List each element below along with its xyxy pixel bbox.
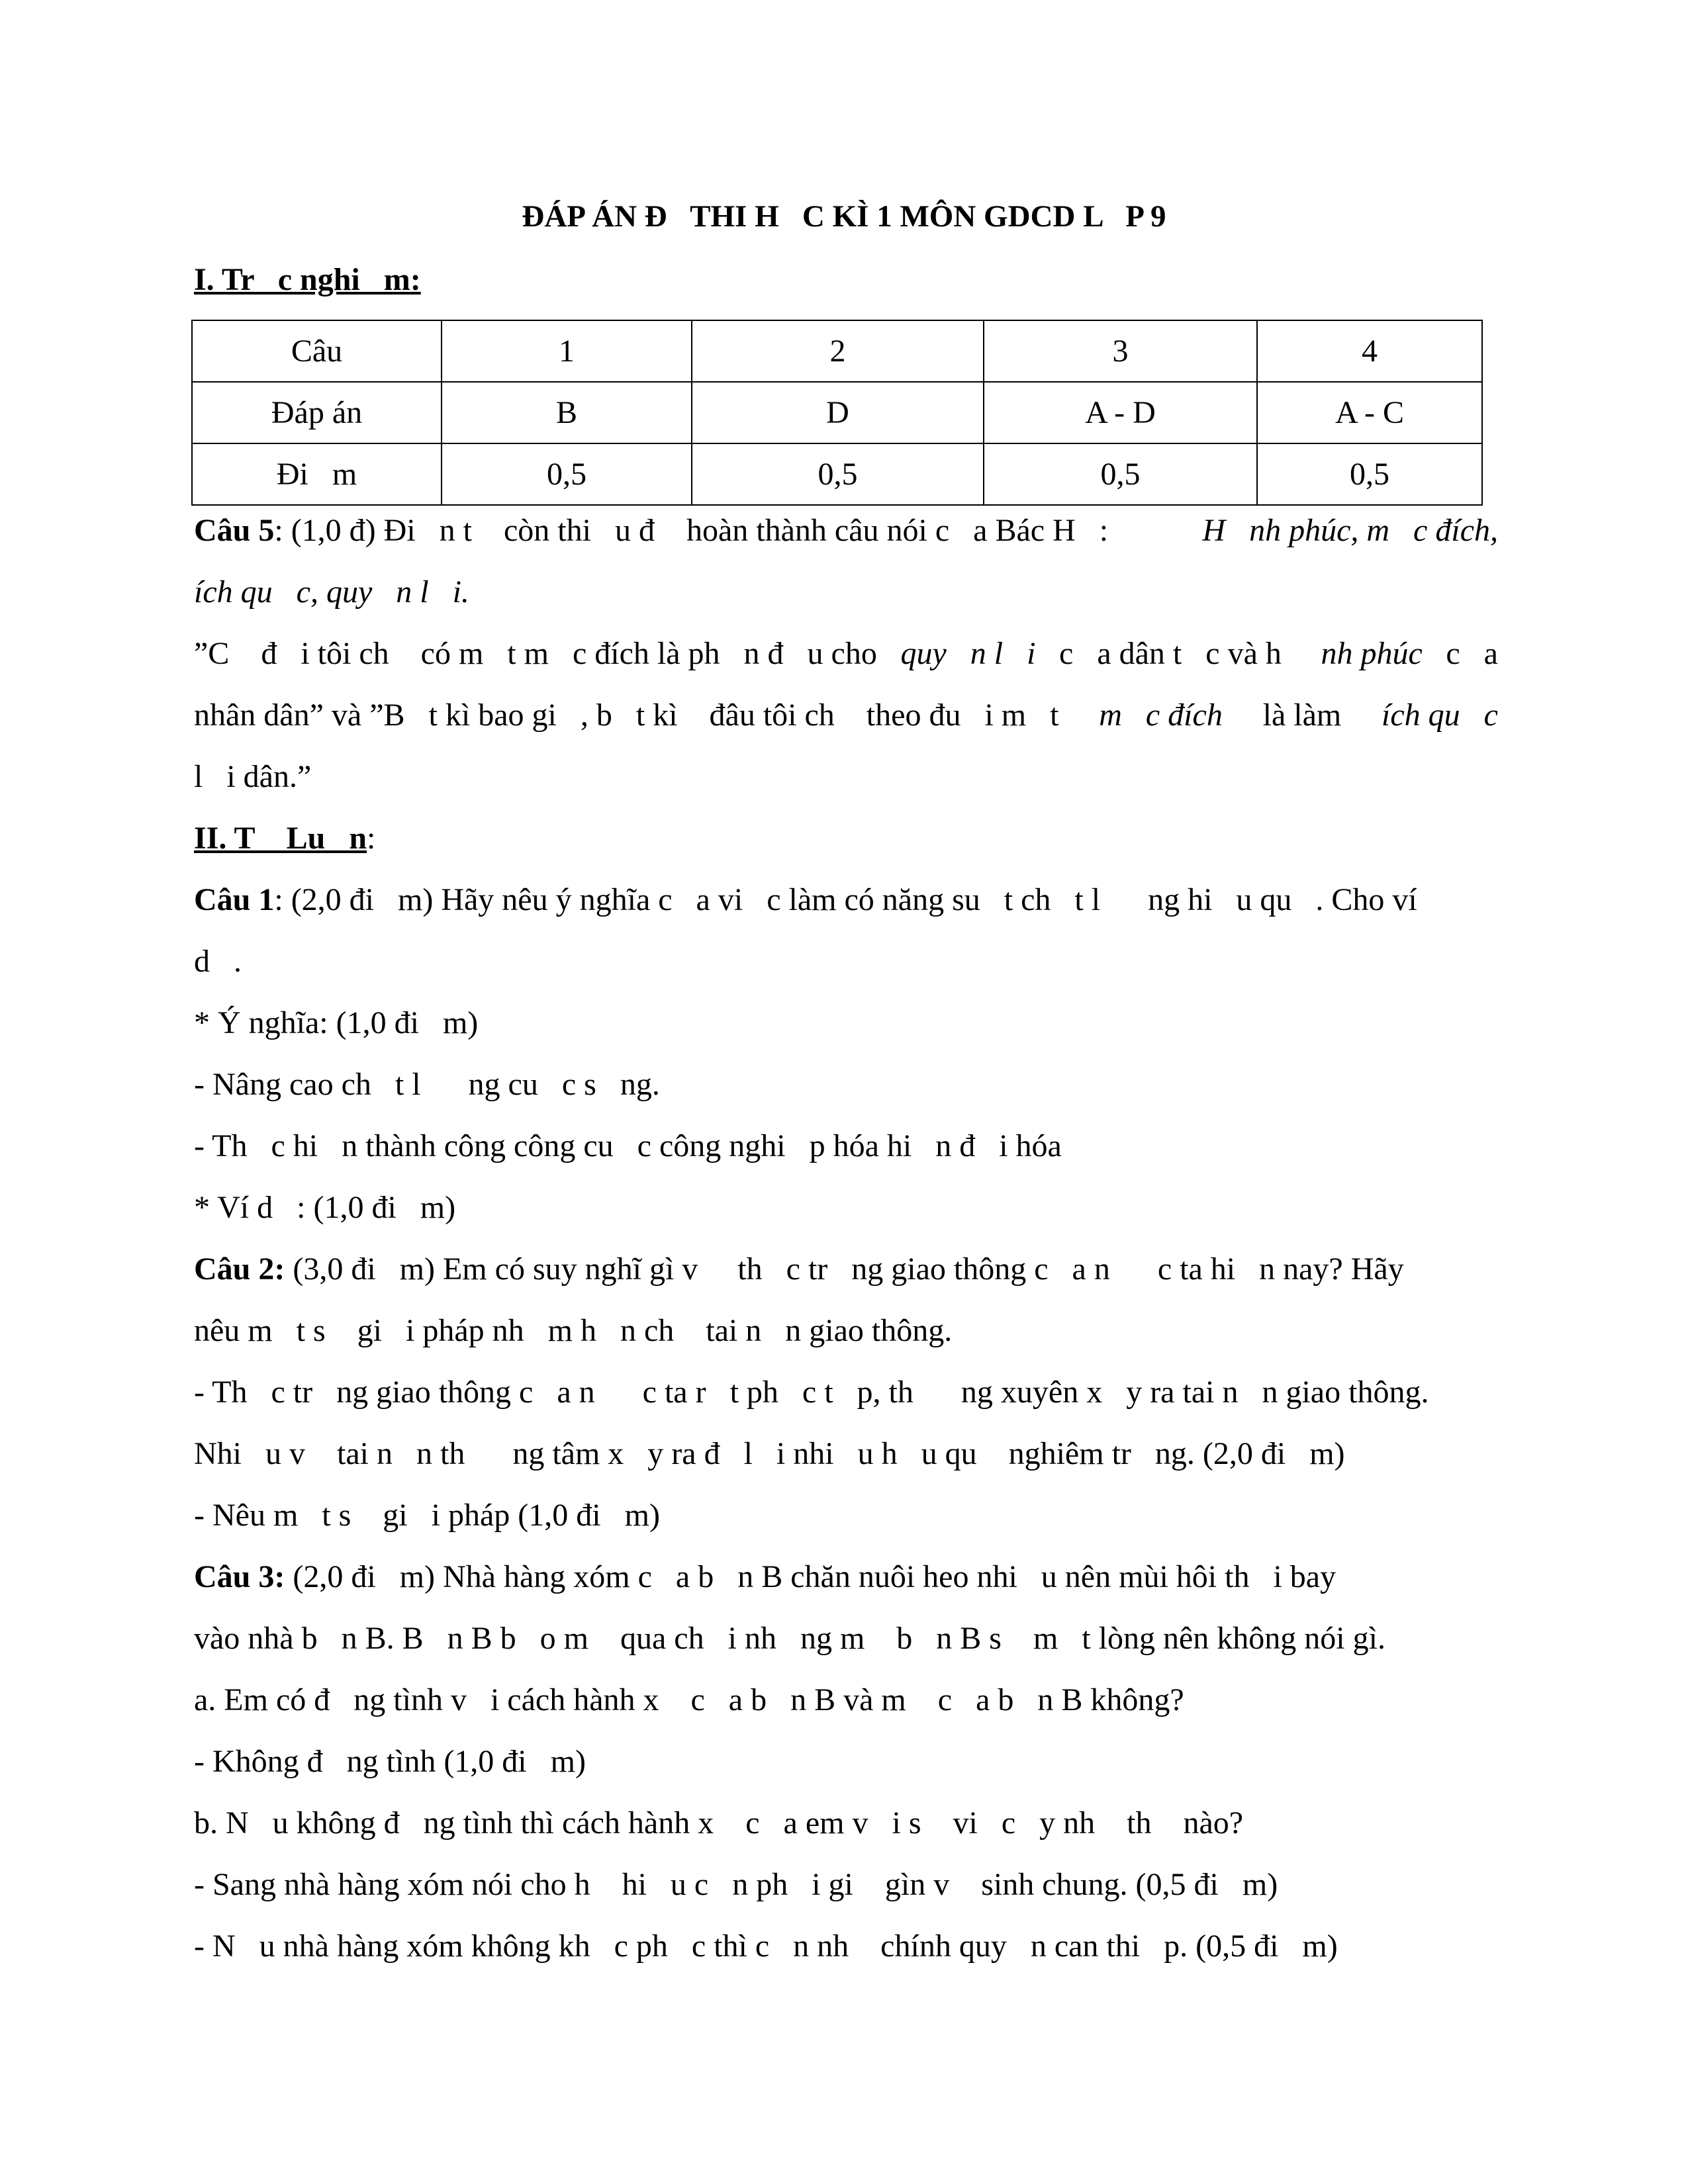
table-cell: 0,5 (1257, 443, 1482, 505)
answer-line: - Th c tr ng giao thông c a n c ta r t ph c t p, th ng xuyên x y ra tai n n giao thông. (194, 1375, 1429, 1410)
table-cell: A - D (984, 382, 1257, 443)
table-cell: 0,5 (692, 443, 984, 505)
table-cell: 1 (442, 320, 692, 382)
question-1-line: Câu 1: (2,0 đi m) Hãy nêu ý nghĩa c a vi c làm có năng su t ch t l ng hi u qu . Cho ví (194, 882, 1417, 917)
section-heading-essay: II. T Lu n: (194, 821, 376, 856)
question-label: Câu 1 (194, 882, 275, 917)
question-label: Câu 3: (194, 1559, 285, 1594)
question-5-line: Câu 5: (1,0 đ) Đi n t còn thi u đ hoàn thành câu nói c a Bác H : H nh phúc, m c đích, (194, 513, 1498, 548)
question-label: Câu 5 (194, 513, 275, 548)
answer-line: - Không đ ng tình (1,0 đi m) (194, 1744, 586, 1779)
quote-line: ”C đ i tôi ch có m t m c đích là ph n đ u cho quy n l i c a dân t c và h nh phúc c a (194, 636, 1498, 671)
sub-question: a. Em có đ ng tình v i cách hành x c a b n B và m c a b n B không? (194, 1682, 1184, 1717)
answer-line: - Nêu m t s gi i pháp (1,0 đi m) (194, 1498, 660, 1533)
table-row (192, 382, 1482, 443)
answer-line: Nhi u v tai n n th ng tâm x y ra đ l i nhi u h u qu nghiêm tr ng. (2,0 đi m) (194, 1436, 1345, 1471)
section-heading-multiple-choice: I. Tr c nghi m: (194, 262, 421, 297)
table-cell: 0,5 (984, 443, 1257, 505)
question-2-line: Câu 2: (3,0 đi m) Em có suy nghĩ gì v th c tr ng giao thông c a n c ta hi n nay? Hãy (194, 1251, 1404, 1287)
question-label: Câu 2: (194, 1251, 285, 1287)
table-cell: D (692, 382, 984, 443)
answer-line: - Nâng cao ch t l ng cu c s ng. (194, 1067, 660, 1102)
question-2-line: nêu m t s gi i pháp nh m h n ch tai n n giao thông. (194, 1313, 953, 1348)
table-row (192, 320, 1482, 382)
table-row (192, 443, 1482, 505)
sub-question: b. N u không đ ng tình thì cách hành x c a em v i s vi c y nh th nào? (194, 1805, 1244, 1841)
question-3-line: vào nhà b n B. B n B b o m qua ch i nh ng m b n B s m t lòng nên không nói gì. (194, 1621, 1385, 1656)
table-cell: 0,5 (442, 443, 692, 505)
answer-line: - N u nhà hàng xóm không kh c ph c thì c n nh chính quy n can thi p. (0,5 đi m) (194, 1929, 1338, 1964)
answer-line: * Ví d : (1,0 đi m) (194, 1190, 456, 1225)
quote-line: l i dân.” (194, 759, 312, 794)
quote-line: nhân dân” và ”B t kì bao gi , b t kì đâu tôi ch theo đu i m t m c đích là làm ích qu c (194, 698, 1498, 733)
page-title: ĐÁP ÁN Đ THI H C KÌ 1 MÔN GDCD L P 9 (522, 199, 1166, 234)
table-cell: B (442, 382, 692, 443)
answer-line: - Th c hi n thành công công cu c công nghi p hóa hi n đ i hóa (194, 1128, 1062, 1163)
table-cell: Đáp án (192, 382, 442, 443)
question-3-line: Câu 3: (2,0 đi m) Nhà hàng xóm c a b n B chăn nuôi heo nhi u nên mùi hôi th i bay (194, 1559, 1336, 1594)
answer-table (191, 320, 1483, 506)
table-cell: 3 (984, 320, 1257, 382)
table-cell: Đi m (192, 443, 442, 505)
answer-line: * Ý nghĩa: (1,0 đi m) (194, 1005, 479, 1040)
question-1-line: d . (194, 944, 242, 979)
table-cell: A - C (1257, 382, 1482, 443)
question-5-line: ích qu c, quy n l i. (194, 574, 469, 610)
table-cell: 2 (692, 320, 984, 382)
answer-line: - Sang nhà hàng xóm nói cho h hi u c n ph i gi gìn v sinh chung. (0,5 đi m) (194, 1867, 1278, 1902)
table-cell: Câu (192, 320, 442, 382)
table-cell: 4 (1257, 320, 1482, 382)
